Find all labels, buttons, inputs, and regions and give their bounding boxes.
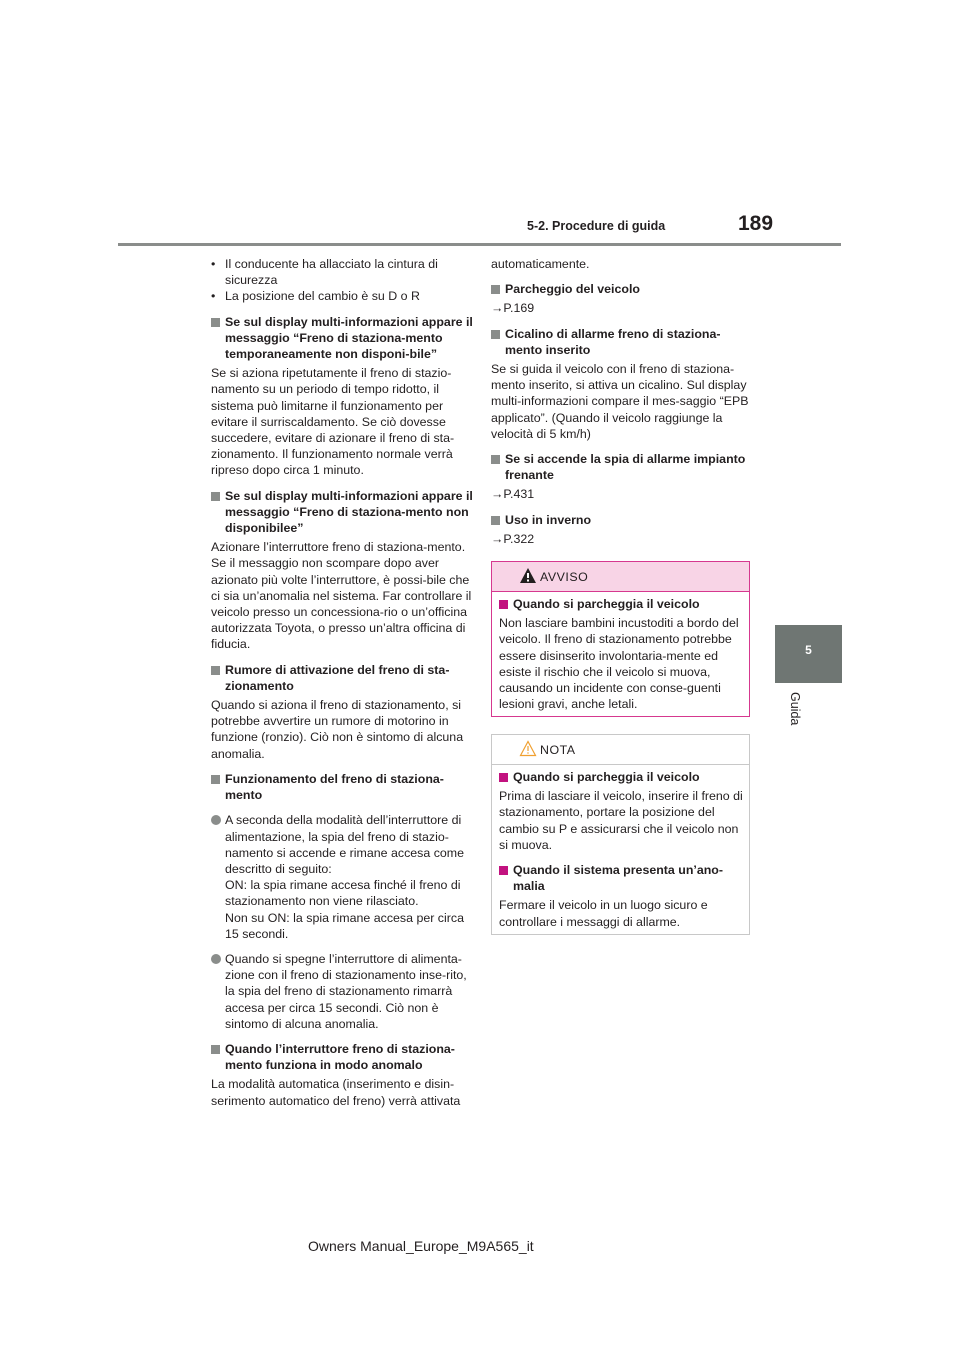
page-reference-text: P.322 bbox=[503, 531, 535, 546]
heading-text: Quando si parcheggia il veicolo bbox=[513, 597, 700, 611]
page-reference[interactable]: →P.322 bbox=[491, 531, 535, 546]
heading-text: Se sul display multi-informazioni appare il messaggio “Freno di staziona-mento temporaneamente non disponi-bile” bbox=[225, 314, 473, 362]
paragraph: Se si guida il veicolo con il freno di staziona-mento inserito, si attiva un cicalino. Sul display multi-informazioni compare il mes-saggio “EPB applicato”. (Quando il veicolo raggiunge la velocità di 5 km/h) bbox=[491, 362, 749, 441]
heading-text: Se si accende la spia di allarme impianto frenante bbox=[505, 452, 746, 483]
note-box-header bbox=[492, 735, 749, 765]
square-bullet-icon bbox=[211, 775, 220, 784]
section-heading bbox=[491, 451, 751, 483]
section-heading bbox=[491, 512, 751, 528]
paragraph: Quando si aziona il freno di stazionamento, si potrebbe avvertire un rumore di motorino in funzione (ronzio). Ciò non è sintomo di alcuna anomalia. bbox=[211, 698, 464, 761]
square-bullet-icon bbox=[211, 492, 220, 501]
section-heading bbox=[211, 488, 473, 537]
bullet-item: • La posizione del cambio è su D o R bbox=[211, 288, 473, 304]
square-bullet-icon bbox=[499, 773, 508, 782]
page-reference[interactable]: →P.431 bbox=[491, 487, 535, 502]
square-bullet-icon bbox=[491, 285, 500, 294]
warning-box-body bbox=[492, 592, 749, 712]
heading-text: Quando si parcheggia il veicolo bbox=[513, 770, 700, 784]
paragraph: Azionare l’interruttore freno di staziona-mento. Se il messaggio non scompare dopo aver azionato più volte l’interruttore, è possi-bile che ci sia un’anomalia nel sistema. Far controllare il veicolo presso un concessiona-rio o un’officina autorizzata Toyota, o presso un’altra officina di fiducia. bbox=[211, 540, 472, 652]
box-heading bbox=[499, 596, 743, 612]
dot-item bbox=[211, 951, 473, 1032]
section-title: 5-2. Procedure di guida bbox=[527, 219, 666, 233]
note-box bbox=[491, 734, 750, 935]
bullet-item: • Il conducente ha allacciato la cintura di sicurezza bbox=[211, 256, 473, 288]
circle-bullet-icon bbox=[211, 954, 221, 964]
heading-text: Quando il sistema presenta un’ano-malia bbox=[513, 863, 723, 894]
note-box-body bbox=[492, 765, 749, 930]
square-bullet-icon bbox=[491, 516, 500, 525]
dot-item-text: Quando si spegne l’interruttore di alimenta-zione con il freno di stazionamento inse-rito, la spia del freno di stazionamento rimarrà accesa per circa 15 secondi. Ciò non è sintomo di alcuna anomalia. bbox=[225, 951, 467, 1031]
dot-item-text: ON: la spia rimane accesa finché il freno di stazionamento non viene rilasciato. bbox=[225, 878, 461, 909]
page-reference-text: P.169 bbox=[503, 301, 535, 316]
dot-item-text: A seconda della modalità dell’interruttore di alimentazione, la spia del freno di stazio-namento si accende e rimane accesa come descritto di seguito: bbox=[225, 813, 464, 876]
heading-text: Uso in inverno bbox=[505, 512, 592, 527]
heading-text: Funzionamento del freno di staziona-mento bbox=[225, 771, 444, 803]
paragraph: Se si aziona ripetutamente il freno di stazio-namento su un periodo di tempo ridotto, il sistema può limitarne il funzionamento per evitare il surriscaldamento. Se ciò dovesse succedere, evitare di azionare il freno di sta-zionamento. Il funzionamento normale verrà ripreso dopo circa 1 minuto. bbox=[211, 366, 455, 478]
section-heading bbox=[211, 662, 473, 694]
warning-triangle-icon bbox=[519, 567, 537, 584]
square-bullet-icon bbox=[211, 666, 220, 675]
page-reference[interactable]: →P.169 bbox=[491, 301, 535, 316]
paragraph: Non lasciare bambini incustoditi a bordo del veicolo. Il freno di stazionamento potrebbe essere disinserito involontaria-mente ed esiste il rischio che il veicolo si muova, causando un incidente con conse-guenti lesioni gravi, anche letali. bbox=[499, 616, 739, 712]
caution-triangle-icon bbox=[519, 740, 537, 757]
box-heading bbox=[499, 862, 743, 894]
section-heading bbox=[491, 281, 751, 297]
square-bullet-icon bbox=[499, 600, 508, 609]
paragraph: La modalità automatica (inserimento e disin-serimento automatico del freno) verrà attivata bbox=[211, 1077, 461, 1108]
dot-item bbox=[211, 812, 473, 942]
note-box-title: NOTA bbox=[540, 743, 576, 757]
square-bullet-icon bbox=[211, 1045, 220, 1054]
chapter-label: Guida bbox=[788, 692, 802, 726]
paragraph: Fermare il veicolo in un luogo sicuro e controllare i messaggi di allarme. bbox=[499, 898, 708, 929]
circle-bullet-icon bbox=[211, 815, 221, 825]
section-heading bbox=[211, 314, 473, 363]
right-column bbox=[491, 256, 751, 547]
chapter-number: 5 bbox=[805, 643, 812, 657]
footer-text: Owners Manual_Europe_M9A565_it bbox=[308, 1238, 534, 1254]
dot-item-text: Non su ON: la spia rimane accesa per circa 15 secondi. bbox=[225, 910, 464, 941]
left-column bbox=[211, 256, 473, 1109]
header-rule bbox=[118, 243, 841, 246]
chapter-tab bbox=[775, 625, 842, 683]
page-number: 189 bbox=[738, 212, 774, 235]
paragraph: Prima di lasciare il veicolo, inserire il freno di stazionamento, portare la posizione del cambio su P e assicurarsi che il veicolo non si muova. bbox=[499, 789, 743, 852]
square-bullet-icon bbox=[211, 318, 220, 327]
warning-box-header bbox=[492, 562, 749, 592]
section-heading bbox=[491, 326, 751, 358]
heading-text: Cicalino di allarme freno di staziona-mento inserito bbox=[505, 326, 721, 357]
section-heading bbox=[211, 1041, 473, 1073]
heading-text: Parcheggio del veicolo bbox=[505, 282, 640, 297]
box-heading bbox=[499, 769, 743, 785]
warning-box bbox=[491, 561, 750, 717]
warning-box-title: AVVISO bbox=[540, 570, 589, 584]
section-heading bbox=[211, 771, 473, 803]
page-reference-text: P.431 bbox=[503, 487, 535, 502]
heading-text: Rumore di attivazione del freno di sta-zionamento bbox=[225, 662, 450, 693]
square-bullet-icon bbox=[499, 866, 508, 875]
square-bullet-icon bbox=[491, 330, 500, 339]
paragraph: automaticamente. bbox=[491, 257, 590, 271]
square-bullet-icon bbox=[491, 455, 500, 464]
heading-text: Se sul display multi-informazioni appare il messaggio “Freno di staziona-mento non disponibilee” bbox=[225, 488, 473, 536]
heading-text: Quando l’interruttore freno di staziona-mento funziona in modo anomalo bbox=[225, 1041, 455, 1073]
